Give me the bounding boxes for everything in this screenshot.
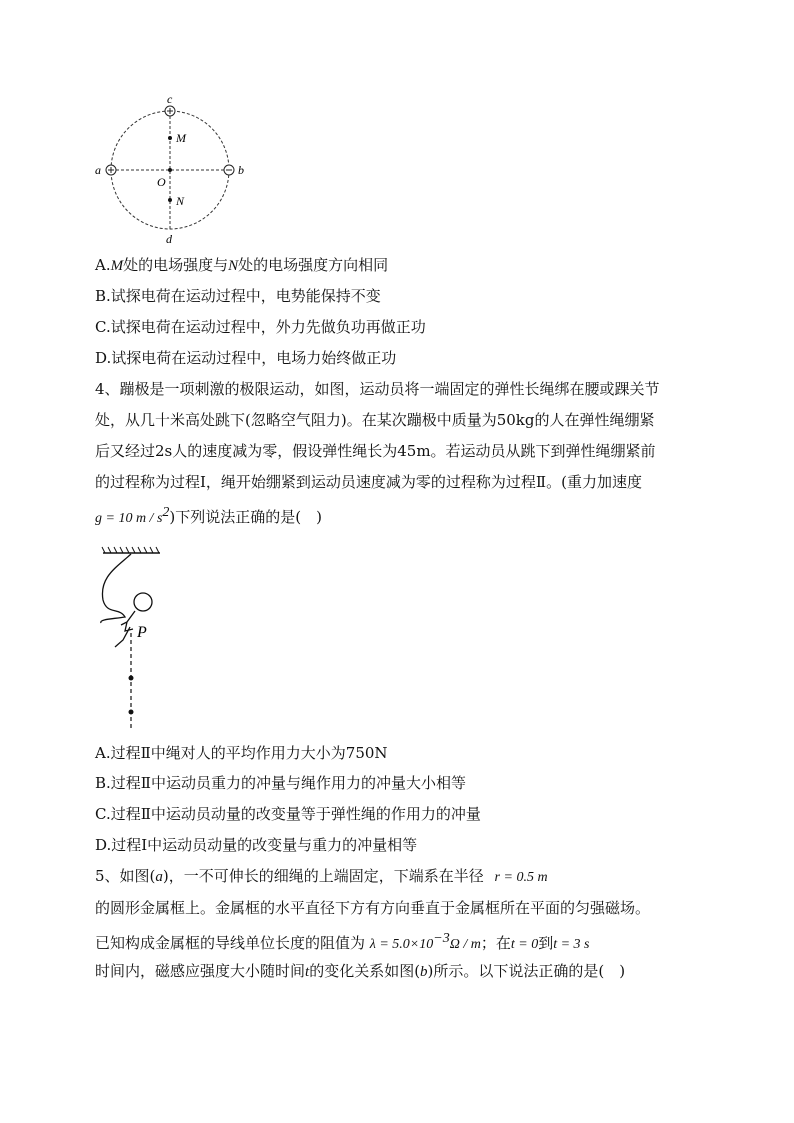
label-a: a: [95, 163, 101, 177]
charge-a-positive: [106, 165, 116, 175]
q5-stem-line2: 的圆形金属框上。金属框的水平直径下方有方向垂直于金属框所在平面的匀强磁场。: [95, 899, 651, 917]
q3-option-b: B.试探电荷在运动过程中，电势能保持不变: [95, 287, 381, 305]
label-c: c: [167, 95, 173, 106]
q4-option-b: B.过程Ⅱ中运动员重力的冲量与绳作用力的冲量大小相等: [95, 774, 466, 792]
point-O: [168, 168, 172, 172]
q4-stem-line3: 后又经过2s人的速度减为零，假设弹性绳长为45m。若运动员从跳下到弹性绳绷紧前: [95, 442, 656, 460]
r-formula: r = 0.5 m: [494, 870, 548, 885]
charge-b-negative: [224, 165, 234, 175]
charge-c-positive: [165, 106, 175, 116]
q3-option-c: C.试探电荷在运动过程中，外力先做负功再做正功: [95, 318, 426, 336]
q4-option-d: D.过程Ⅰ中运动员动量的改变量与重力的冲量相等: [95, 836, 418, 854]
label-P: P: [137, 624, 147, 641]
q4-stem-line1: 4、蹦极是一项刺激的极限运动，如图，运动员将一端固定的弹性长绳绑在腰或踝关节: [95, 380, 660, 398]
q4-option-a: A.过程Ⅱ中绳对人的平均作用力大小为750N: [95, 744, 388, 762]
q5-stem-line4: 时间内，磁感应强度大小随时间t的变化关系如图(b)所示。以下说法正确的是( ): [95, 962, 626, 980]
q5-stem-line3: 已知构成金属框的导线单位长度的阻值为 $\lambda = 5.0\times 10^{-3}\Omega / m$；在t = 0到t = 3 s: [95, 931, 590, 952]
label-M: M: [176, 131, 186, 145]
q3-option-d: D.试探电荷在运动过程中，电场力始终做正功: [95, 349, 397, 367]
rope-point-upper: [129, 676, 134, 681]
q4-stem-line4: 的过程称为过程Ⅰ，绳开始绷紧到运动员速度减为零的过程称为过程Ⅱ。(重力加速度: [95, 473, 642, 491]
q5-stem-line1: 5、如图(a)，一不可伸长的细绳的上端固定，下端系在半径 r = 0.5 m: [95, 867, 548, 885]
q4-stem-line5: g = 10 m / $s^2$)下列说法正确的是( ): [95, 505, 322, 526]
g-formula: g = 10 m / s: [95, 511, 163, 526]
point-N: [168, 198, 172, 202]
figure-charges-circle: [90, 95, 260, 250]
label-d: d: [166, 232, 172, 246]
label-O: O: [157, 175, 166, 189]
q4-option-c: C.过程Ⅱ中运动员动量的改变量等于弹性绳的作用力的冲量: [95, 805, 481, 823]
figure-bungee-jumper: [95, 545, 205, 735]
q4-stem-line2: 处，从几十米高处跳下(忽略空气阻力)。在某次蹦极中质量为50kg的人在弹性绳绷紧: [95, 411, 655, 429]
t3-formula: t = 3 s: [553, 937, 590, 952]
q3-option-a: A.M处的电场强度与N处的电场强度方向相同: [95, 256, 389, 274]
t0-formula: t = 0: [510, 937, 539, 952]
label-b: b: [238, 163, 244, 177]
rope-point-lower: [129, 710, 134, 715]
lambda-formula: λ = 5.0×10: [369, 937, 434, 952]
label-N: N: [176, 194, 185, 208]
point-M: [168, 136, 172, 140]
